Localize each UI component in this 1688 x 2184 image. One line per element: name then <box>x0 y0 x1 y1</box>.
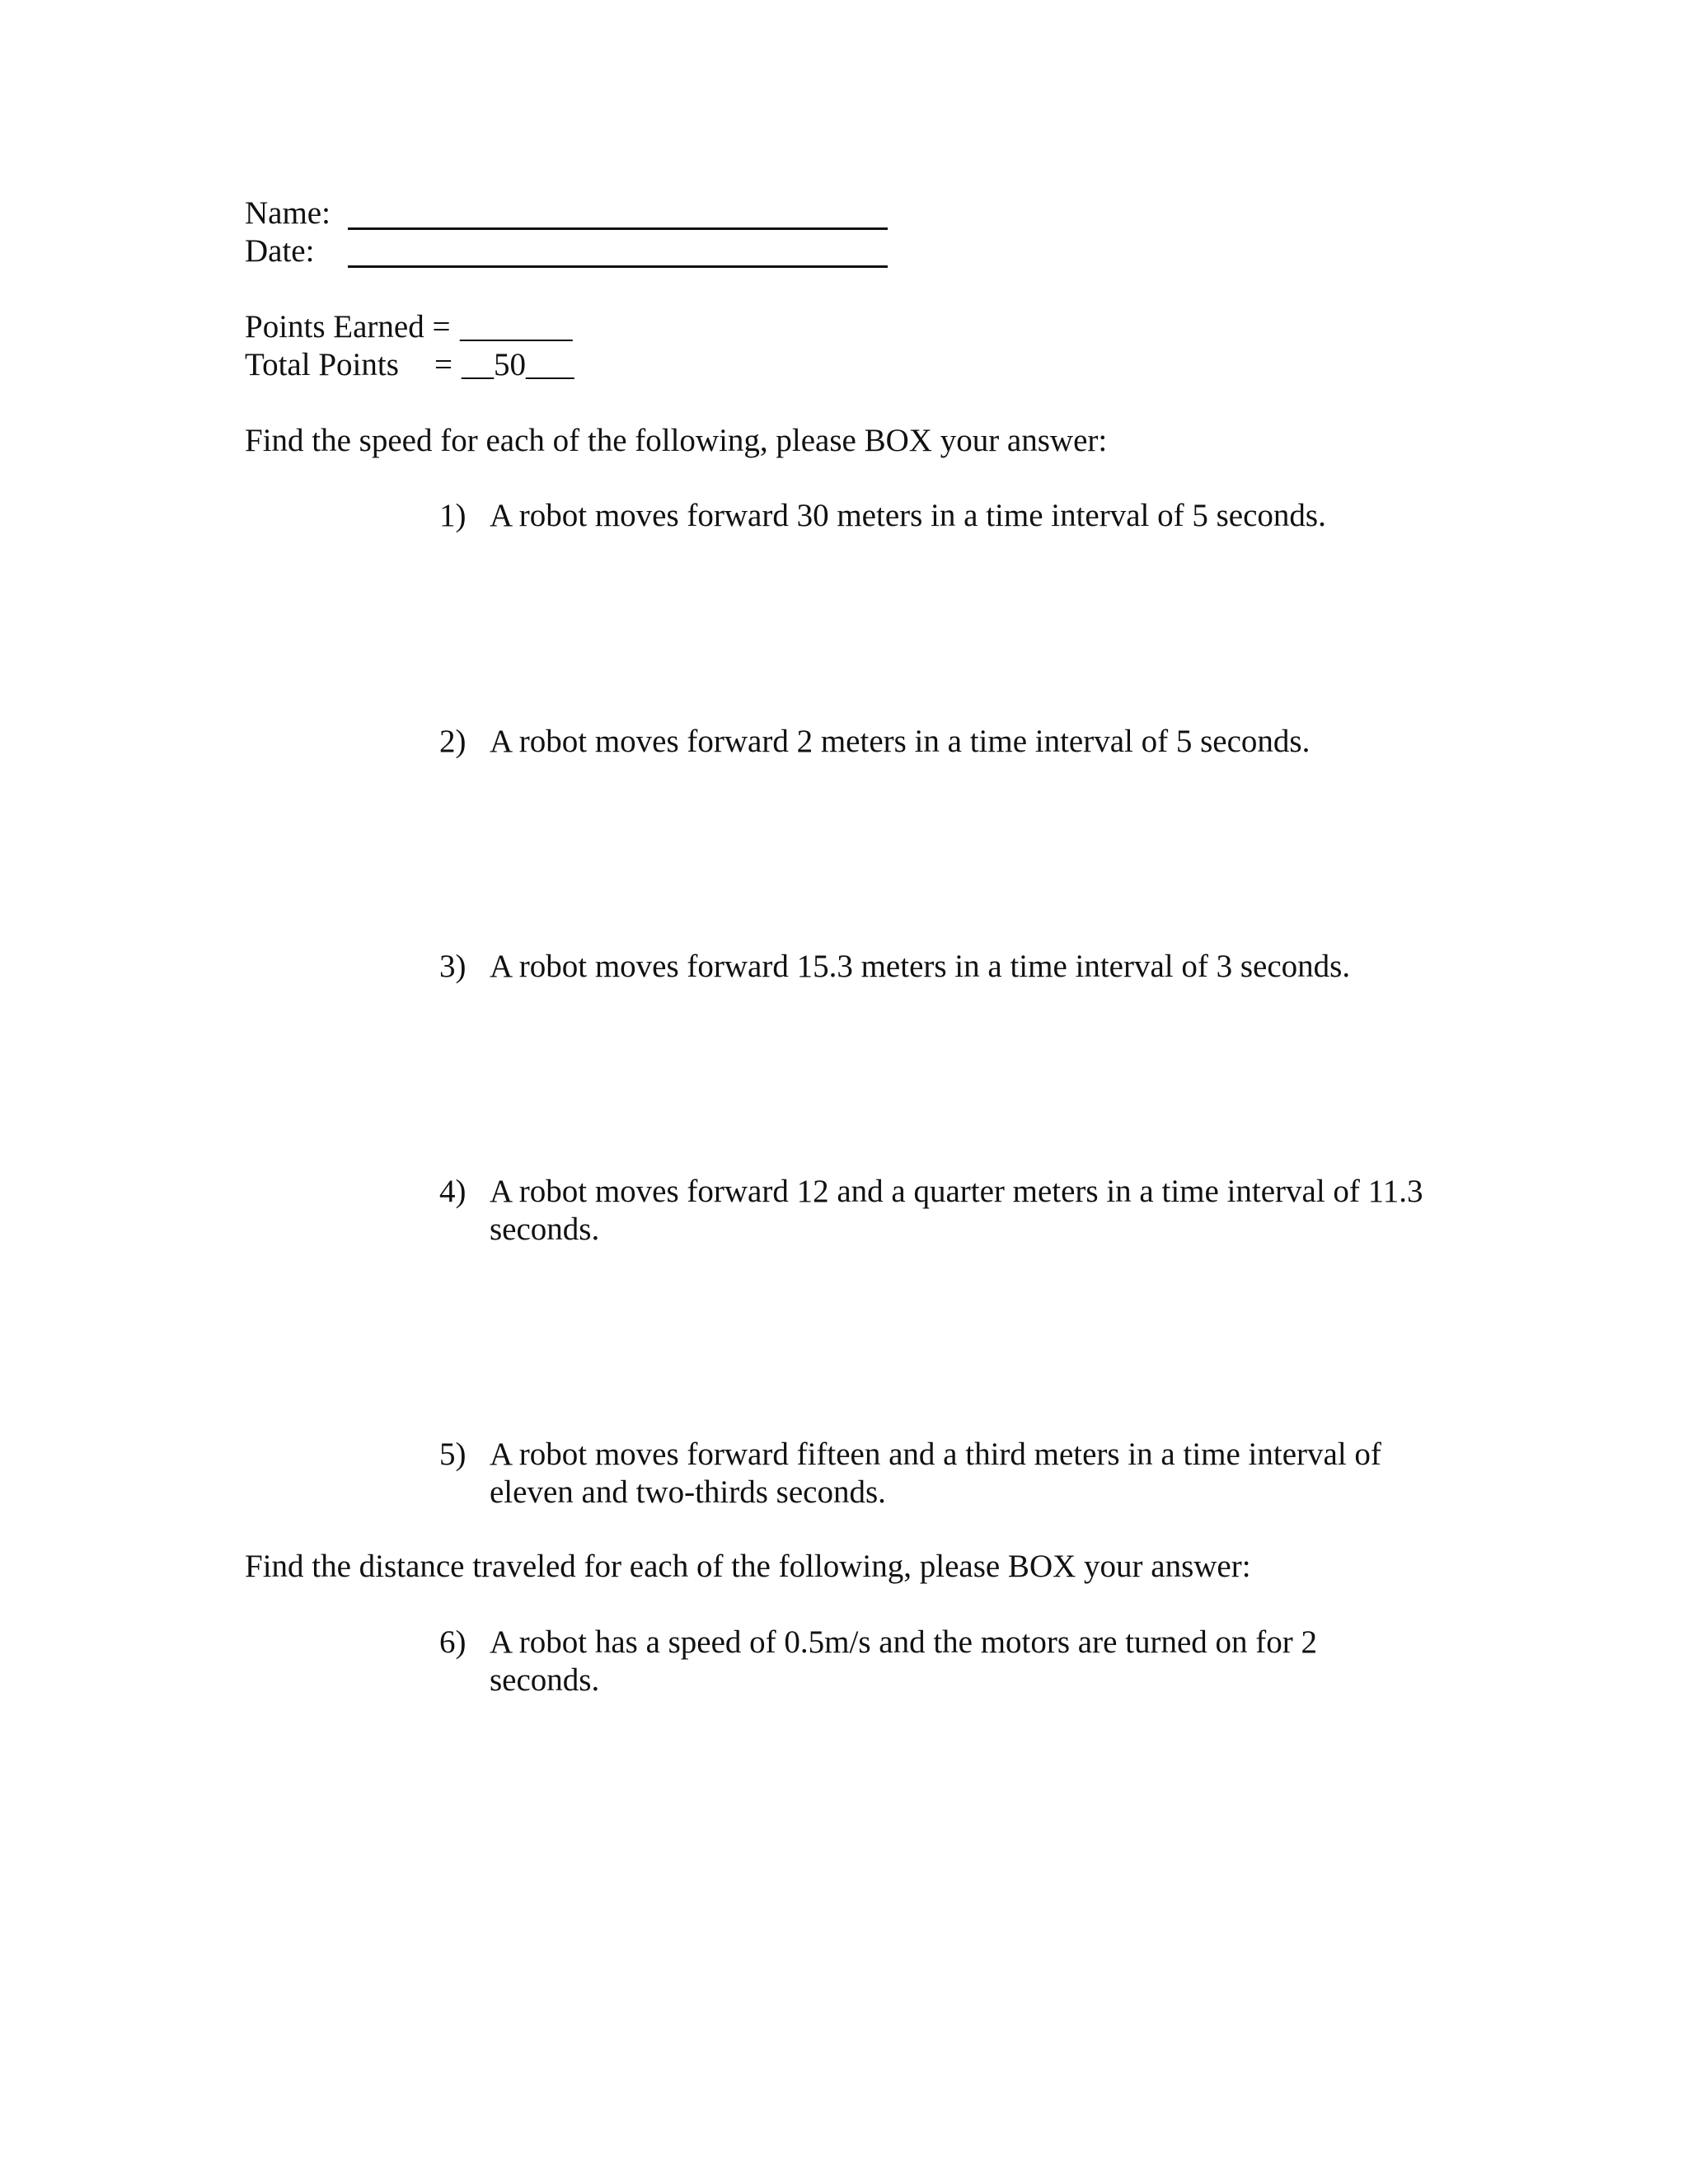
question-text: A robot moves forward 2 meters in a time interval of 5 seconds. <box>490 724 1311 759</box>
date-label: Date: <box>245 233 315 269</box>
question-text: A robot moves forward 12 and a quarter meters in a time interval of 11.3 seconds. <box>490 1174 1423 1247</box>
question-text: A robot moves forward 15.3 meters in a time interval of 3 seconds. <box>490 949 1351 984</box>
total-points-label: Total Points <box>245 347 399 382</box>
total-points-value: __50___ <box>462 347 574 382</box>
date-field-line[interactable] <box>348 265 888 268</box>
question-number: 1) <box>439 498 467 533</box>
question-text: A robot moves forward 30 meters in a time interval of 5 seconds. <box>490 498 1326 533</box>
question-number: 6) <box>439 1624 467 1660</box>
total-points-equals: = <box>434 347 452 382</box>
name-label: Name: <box>245 195 331 231</box>
question-text: A robot moves forward fifteen and a third meters in a time interval of eleven and two-thirds seconds. <box>490 1436 1381 1510</box>
question-number: 2) <box>439 724 467 759</box>
points-earned-blank[interactable]: _______ <box>460 309 573 344</box>
points-earned-label: Points Earned = <box>245 309 451 344</box>
name-field-line[interactable] <box>348 227 888 230</box>
distance-instruction: Find the distance traveled for each of the following, please BOX your answer: <box>245 1549 1251 1584</box>
question-number: 4) <box>439 1174 467 1209</box>
question-number: 3) <box>439 949 467 984</box>
speed-instruction: Find the speed for each of the following, please BOX your answer: <box>245 423 1108 458</box>
question-number: 5) <box>439 1436 467 1472</box>
question-text: A robot has a speed of 0.5m/s and the motors are turned on for 2 seconds. <box>490 1624 1318 1698</box>
